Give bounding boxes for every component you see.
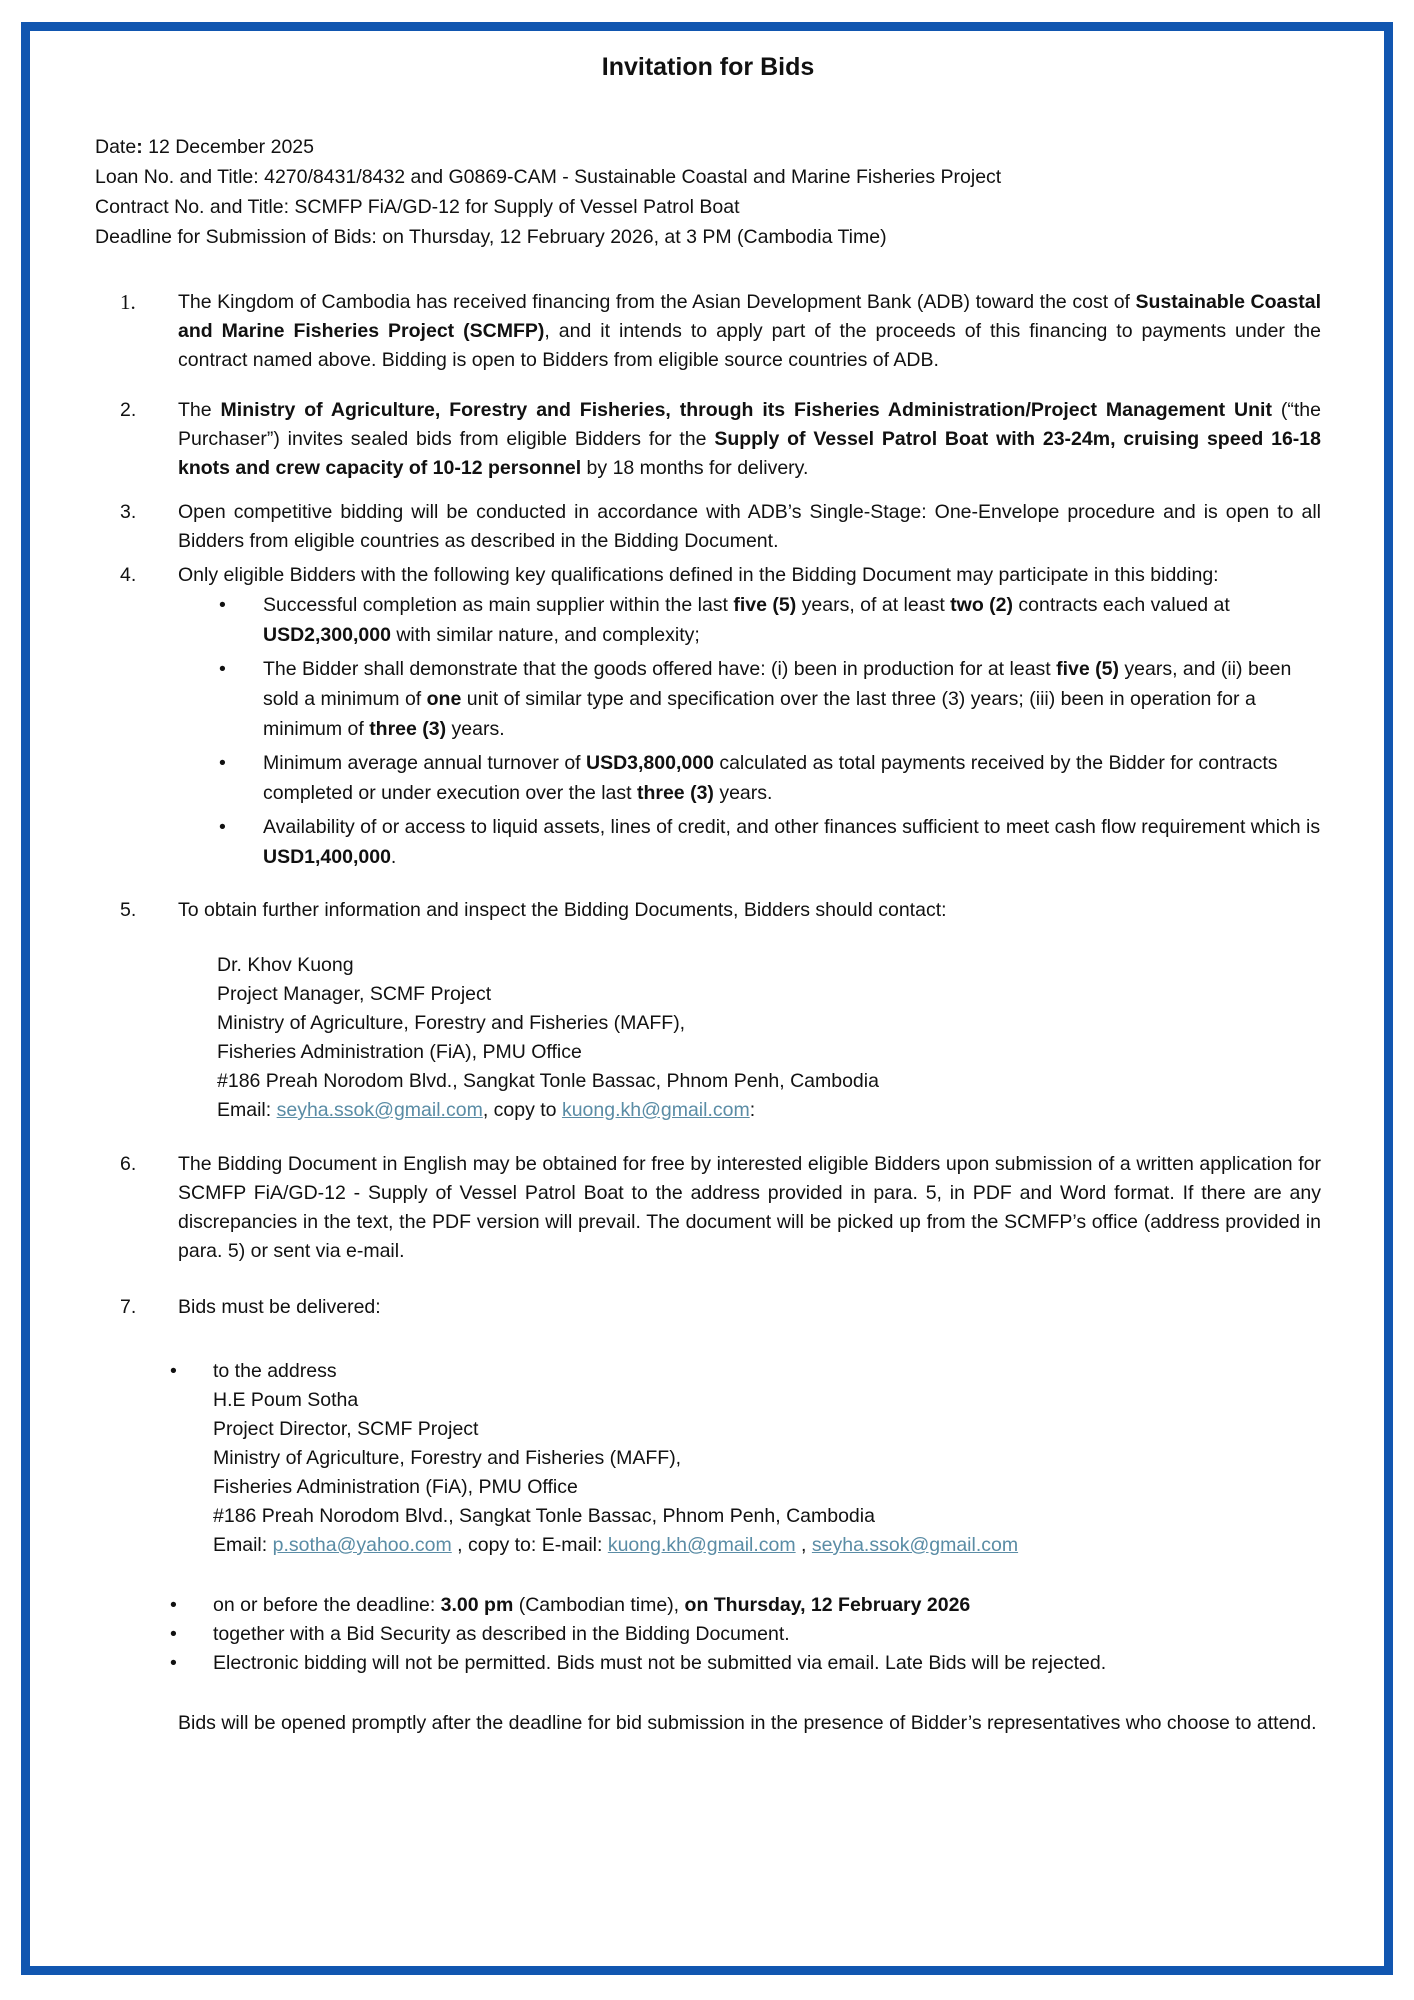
delivery-address-office: [213, 1473, 1321, 1502]
document-title: Invitation for Bids: [601, 53, 815, 81]
delivery-address-ministry: [213, 1444, 1321, 1473]
qualification-bullet-2-text: [263, 654, 1321, 744]
header-line-loan: [95, 162, 1321, 192]
numbered-item-4: [95, 561, 1321, 590]
text-run: Only eligible Bidders with the following key qualifications defined in the Bidding Document may participate in this bidding:: [178, 564, 1219, 586]
text-run: Email:: [213, 1534, 273, 1556]
text-run: Electronic bidding will not be permitted. Bids must not be submitted via email. Late Bids will be rejected.: [213, 1652, 1107, 1674]
text-run: USD2,300,000: [263, 624, 391, 646]
item-number-4: 4.: [120, 564, 137, 586]
item-text-1: [178, 288, 1321, 375]
email-link[interactable]: kuong.kh@gmail.com: [607, 1534, 796, 1556]
numbered-item-6: [95, 1150, 1321, 1266]
text-run: to the address: [213, 1360, 337, 1382]
text-run: Supply of Vessel Patrol Boat with 23-24m, cruising speed 16-18 knots and crew capacity of 10-12 personnel: [178, 428, 1321, 479]
text-run: #186 Preah Norodom Blvd., Sangkat Tonle Bassac, Phnom Penh, Cambodia: [217, 1070, 879, 1092]
text-run: ,: [795, 1534, 812, 1556]
text-run: Fisheries Administration (FiA), PMU Office: [213, 1476, 578, 1498]
text-run: Availability of or access to liquid assets, lines of credit, and other finances sufficient to meet cash flow requirement which is: [263, 816, 1321, 838]
text-run: , and it intends to apply part of the proceeds of this financing to payments under the contract named above. Bidding is open to Bidders from eligible source countries of ADB.: [178, 320, 1321, 371]
item-text-5: [178, 896, 1321, 925]
text-run: by 18 months for delivery.: [581, 457, 809, 479]
item-number-3: 3.: [120, 501, 137, 523]
text-run: years, and (ii) been sold a minimum of: [263, 658, 1292, 710]
item-text-3: [178, 498, 1321, 556]
text-run: Successful completion as main supplier within the last: [263, 594, 734, 616]
contact-block-inquiries: [95, 951, 1321, 1125]
text-run: :: [136, 136, 143, 158]
delivery-security-text: [213, 1620, 1321, 1649]
qualification-bullet-3: [95, 748, 1321, 808]
text-run: Ministry of Agriculture, Forestry and Fisheries, through its Fisheries Administration/Project Management Unit: [220, 399, 1272, 421]
item-text-6: [178, 1150, 1321, 1266]
delivery-bullet-address: [95, 1357, 1321, 1560]
text-run: Loan No. and Title: 4270/8431/8432 and G0869-CAM - Sustainable Coastal and Marine Fisheries Project: [95, 166, 1002, 188]
text-run: with similar nature, and complexity;: [390, 624, 700, 646]
text-run: years.: [446, 718, 505, 740]
item-number-5: 5.: [120, 899, 137, 921]
contact-email-line: [217, 1096, 1321, 1125]
text-run: 3.00 pm: [440, 1594, 514, 1616]
text-run: , copy to: E-mail:: [451, 1534, 608, 1556]
bullet-icon: •: [170, 1623, 177, 1645]
item-number-1: 1.: [120, 290, 136, 314]
qualification-bullet-2: [95, 654, 1321, 744]
text-run: USD3,800,000: [586, 752, 714, 774]
bullet-icon: •: [219, 594, 226, 616]
item-number-2: 2.: [120, 399, 137, 421]
qualification-bullet-1-text: [263, 590, 1321, 650]
text-run: contracts each valued at: [1012, 594, 1230, 616]
text-run: Project Director, SCMF Project: [213, 1418, 479, 1440]
item-text-2: [178, 396, 1321, 483]
contact-address: [217, 1067, 1321, 1096]
text-run: Project Manager, SCMF Project: [217, 983, 492, 1005]
text-run: five (5): [733, 594, 797, 616]
text-run: Bids must be delivered:: [178, 1296, 381, 1318]
delivery-address-name: [213, 1386, 1321, 1415]
text-run: Contract No. and Title: SCMFP FiA/GD-12 for Supply of Vessel Patrol Boat: [95, 196, 740, 218]
header-line-contract: [95, 192, 1321, 222]
text-run: Bids will be opened promptly after the deadline for bid submission in the presence of Bidder’s representatives who choose to attend.: [178, 1712, 1317, 1734]
bullet-icon: •: [170, 1652, 177, 1674]
delivery-address-role: [213, 1415, 1321, 1444]
numbered-item-1: [95, 288, 1321, 375]
contact-name: [217, 951, 1321, 980]
text-run: Sustainable Coastal and Marine Fisheries Project (SCMFP): [178, 291, 1321, 342]
text-run: The Kingdom of Cambodia has received financing from the Asian Development Bank (ADB) toward the cost of: [178, 291, 1136, 313]
text-run: three (3): [369, 718, 447, 740]
bullet-icon: •: [170, 1594, 177, 1616]
text-run: two (2): [950, 594, 1013, 616]
header-block: [95, 132, 1321, 252]
text-run: calculated as total payments received by the Bidder for contracts completed or under execution over the last: [263, 752, 1278, 804]
item-text-4: [178, 561, 1321, 590]
text-run: The Bidding Document in English may be obtained for free by interested eligible Bidders upon submission of a written application for SCMFP FiA/GD-12 - Supply of Vessel Patrol Boat to the address provided in para. 5, in PDF and Word format. If there are any discrepancies in the text, the PDF version will prevail. The document will be picked up from the SCMFP’s office (address provided in para. 5) or sent via e-mail.: [178, 1153, 1321, 1262]
text-run: Deadline for Submission of Bids: on Thursday, 12 February 2026, at 3 PM (Cambodia Time): [95, 226, 887, 248]
text-run: years, of at least: [796, 594, 951, 616]
text-run: , copy to: [482, 1099, 562, 1121]
bullet-icon: •: [219, 658, 226, 680]
text-run: :: [749, 1099, 756, 1121]
closing-text: [178, 1709, 1321, 1738]
email-link[interactable]: seyha.ssok@gmail.com: [811, 1534, 1019, 1556]
text-run: Dr. Khov Kuong: [217, 954, 354, 976]
closing-paragraph: [95, 1709, 1321, 1738]
text-run: (“the Purchaser”) invites sealed bids from eligible Bidders for the: [178, 399, 1321, 450]
numbered-item-7: [95, 1293, 1321, 1322]
email-link[interactable]: p.sotha@yahoo.com: [272, 1534, 452, 1556]
text-run: Ministry of Agriculture, Forestry and Fisheries (MAFF),: [213, 1447, 682, 1469]
text-run: Fisheries Administration (FiA), PMU Office: [217, 1041, 582, 1063]
item-number-6: 6.: [120, 1153, 137, 1175]
numbered-item-2: [95, 396, 1321, 483]
text-run: on or before the deadline:: [213, 1594, 441, 1616]
contact-office: [217, 1038, 1321, 1067]
delivery-address-email-line: [213, 1531, 1321, 1560]
text-run: Date: [95, 136, 137, 158]
qualification-bullet-4-text: [263, 812, 1321, 872]
bullet-icon: •: [219, 816, 226, 838]
text-run: on Thursday, 12 February 2026: [684, 1594, 971, 1616]
header-line-deadline: [95, 222, 1321, 252]
delivery-address-lead: [213, 1357, 1321, 1386]
item-number-7: 7.: [120, 1296, 137, 1318]
qualification-bullet-list: [95, 590, 1321, 872]
bullet-icon: •: [170, 1360, 177, 1382]
delivery-bullet-deadline: [95, 1591, 1321, 1620]
text-run: Ministry of Agriculture, Forestry and Fisheries (MAFF),: [217, 1012, 686, 1034]
contact-role: [217, 980, 1321, 1009]
document-content: [95, 31, 1321, 1738]
text-run: one: [426, 688, 462, 710]
qualification-bullet-1: [95, 590, 1321, 650]
qualification-bullet-3-text: [263, 748, 1321, 808]
text-run: five (5): [1056, 658, 1119, 680]
item-text-7: [178, 1293, 1321, 1322]
text-run: unit of similar type and specification over the last three (3) years; (iii) been in operation for a minimum of: [263, 688, 1256, 740]
delivery-deadline-text: [213, 1591, 1321, 1620]
text-run: together with a Bid Security as described in the Bidding Document.: [213, 1623, 790, 1645]
numbered-item-3: [95, 498, 1321, 556]
text-run: three (3): [636, 782, 714, 804]
header-line-date: [95, 132, 1321, 162]
text-run: 12 December 2025: [142, 136, 314, 158]
delivery-address-street: [213, 1502, 1321, 1531]
numbered-item-5: [95, 896, 1321, 925]
text-run: To obtain further information and inspect the Bidding Documents, Bidders should contact:: [178, 899, 947, 921]
text-run: (Cambodian time),: [513, 1594, 685, 1616]
delivery-electronic-text: [213, 1649, 1321, 1678]
qualification-bullet-4: [95, 812, 1321, 872]
text-run: #186 Preah Norodom Blvd., Sangkat Tonle Bassac, Phnom Penh, Cambodia: [213, 1505, 875, 1527]
delivery-bullet-security: [95, 1620, 1321, 1649]
text-run: .: [390, 846, 397, 868]
text-run: USD1,400,000: [263, 846, 391, 868]
text-run: Open competitive bidding will be conducted in accordance with ADB’s Single-Stage: One-Envelope procedure and is open to all Bidders from eligible countries as described in the Bidding Document.: [178, 501, 1321, 552]
text-run: The: [178, 399, 221, 421]
bullet-icon: •: [219, 752, 226, 774]
email-link[interactable]: seyha.ssok@gmail.com: [276, 1099, 483, 1121]
delivery-bullet-electronic: [95, 1649, 1321, 1678]
email-link[interactable]: kuong.kh@gmail.com: [561, 1099, 750, 1121]
text-run: H.E Poum Sotha: [213, 1389, 359, 1411]
text-run: Minimum average annual turnover of: [263, 752, 586, 774]
text-run: The Bidder shall demonstrate that the goods offered have: (i) been in production for at least: [263, 658, 1057, 680]
text-run: years.: [713, 782, 773, 804]
contact-ministry: [217, 1009, 1321, 1038]
text-run: Email:: [217, 1099, 277, 1121]
